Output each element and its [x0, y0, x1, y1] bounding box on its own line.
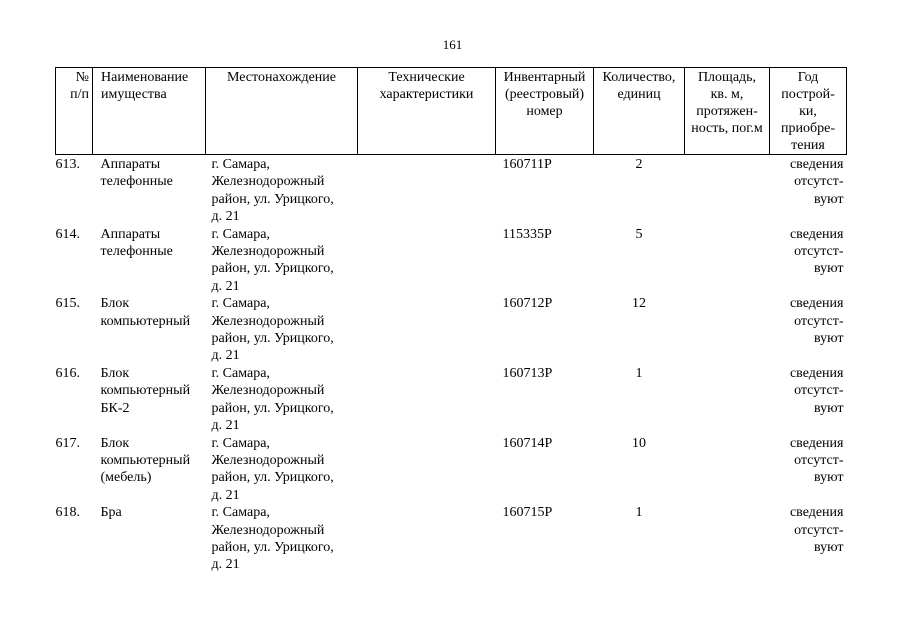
year-built-line: вуют	[813, 400, 844, 416]
location-line: Железнодорожный	[211, 452, 325, 468]
header-tech	[358, 68, 496, 155]
header-area	[685, 68, 770, 155]
header-name	[93, 68, 206, 155]
year-built-line: сведения	[789, 435, 844, 451]
header-area-line: протяжен-	[696, 104, 758, 119]
area-cell	[685, 435, 770, 505]
inventory-number-cell: 160715Р	[502, 505, 553, 521]
location-line: г. Самара,	[211, 435, 270, 451]
location-line: район, ул. Урицкого,	[211, 191, 334, 207]
row-number-cell: 614.	[55, 226, 80, 242]
header-num	[56, 68, 93, 155]
location-cell	[206, 435, 358, 505]
quantity-cell: 1	[635, 365, 643, 381]
header-num-line: №	[75, 70, 89, 85]
table-row	[56, 435, 847, 505]
header-quantity-line: единиц	[617, 87, 661, 102]
location-line: д. 21	[211, 557, 240, 573]
header-tech-line: Технические	[388, 70, 465, 85]
year-built-cell	[770, 435, 847, 505]
header-year-line: ки,	[799, 104, 817, 119]
year-built-line: отсутст-	[794, 452, 844, 468]
property-name-line: Блок	[100, 435, 130, 451]
technical-characteristics-cell	[358, 504, 496, 574]
area-cell	[685, 295, 770, 365]
property-name-cell	[93, 504, 206, 574]
header-name-line: имущества	[101, 87, 167, 102]
location-line: г. Самара,	[211, 296, 270, 312]
header-inventory-line: Инвентарный	[503, 70, 586, 85]
location-cell	[206, 155, 358, 226]
location-line: Железнодорожный	[211, 174, 325, 190]
technical-characteristics-cell	[358, 295, 496, 365]
header-quantity	[594, 68, 685, 155]
location-line: д. 21	[211, 348, 240, 364]
header-year-line: Год	[797, 70, 819, 85]
location-line: д. 21	[211, 418, 240, 434]
table-header	[56, 68, 847, 155]
header-row	[56, 68, 847, 155]
location-line: Железнодорожный	[211, 244, 325, 260]
year-built-line: отсутст-	[794, 383, 844, 399]
header-location	[206, 68, 358, 155]
location-line: г. Самара,	[211, 365, 270, 381]
header-num-line: п/п	[70, 87, 89, 102]
year-built-line: сведения	[789, 157, 844, 172]
header-location-line: Местонахождение	[226, 70, 336, 85]
property-name-line: Блок	[100, 296, 130, 312]
header-name-line: Наименование	[101, 70, 189, 85]
table-row	[56, 504, 847, 574]
quantity-cell: 5	[635, 226, 643, 242]
inventory-number-cell: 160711Р	[502, 157, 552, 172]
header-inventory	[496, 68, 594, 155]
year-built-cell	[770, 226, 847, 296]
header-quantity-line: Количество,	[602, 70, 676, 85]
property-name-line: компьютерный	[100, 313, 191, 329]
year-built-line: отсутст-	[794, 244, 844, 260]
row-number-cell: 616.	[55, 365, 80, 381]
property-name-cell	[93, 295, 206, 365]
technical-characteristics-cell	[358, 365, 496, 435]
inventory-number-cell: 160714Р	[502, 435, 553, 451]
location-line: район, ул. Урицкого,	[211, 539, 334, 555]
property-name-line: Блок	[100, 365, 130, 381]
location-cell	[206, 365, 358, 435]
inventory-number-cell: 160712Р	[502, 296, 553, 312]
header-area-line: Площадь,	[697, 70, 757, 85]
row-number-cell: 618.	[55, 505, 80, 521]
property-name-line: Аппараты	[100, 226, 161, 242]
location-cell	[206, 226, 358, 296]
header-tech-line: характеристики	[379, 87, 474, 102]
quantity-cell: 1	[635, 505, 643, 521]
property-name-line: Бра	[100, 505, 122, 521]
quantity-cell: 10	[632, 435, 646, 451]
year-built-line: вуют	[813, 261, 844, 277]
row-number-cell: 617.	[55, 435, 80, 451]
property-registry-table	[55, 67, 847, 574]
property-name-cell	[93, 155, 206, 226]
year-built-line: сведения	[789, 296, 844, 312]
quantity-cell: 12	[632, 296, 646, 312]
year-built-line: сведения	[789, 226, 844, 242]
header-area-line: ность, пог.м	[691, 121, 763, 136]
year-built-cell	[770, 155, 847, 226]
property-name-line: БК-2	[100, 400, 130, 416]
table-row	[56, 155, 847, 226]
property-name-cell	[93, 226, 206, 296]
year-built-cell	[770, 295, 847, 365]
year-built-line: отсутст-	[794, 174, 844, 190]
row-number-cell: 615.	[55, 296, 80, 312]
row-number-cell: 613.	[55, 157, 80, 172]
location-line: район, ул. Урицкого,	[211, 400, 334, 416]
year-built-line: вуют	[813, 331, 844, 347]
year-built-line: отсутст-	[794, 522, 844, 538]
location-line: г. Самара,	[211, 505, 270, 521]
year-built-cell	[770, 365, 847, 435]
area-cell	[685, 504, 770, 574]
year-built-line: отсутст-	[794, 313, 844, 329]
inventory-number-cell: 115335Р	[502, 226, 552, 242]
header-year-line: тения	[791, 138, 825, 153]
area-cell	[685, 226, 770, 296]
technical-characteristics-cell	[358, 155, 496, 226]
location-line: г. Самара,	[211, 157, 270, 172]
header-inventory-line: номер	[526, 104, 563, 119]
year-built-line: вуют	[813, 191, 844, 207]
quantity-cell: 2	[635, 157, 643, 172]
header-year	[770, 68, 847, 155]
area-cell	[685, 155, 770, 226]
property-name-line: телефонные	[100, 244, 173, 260]
table-row	[56, 226, 847, 296]
page-number: 161	[442, 37, 463, 52]
year-built-line: сведения	[789, 505, 844, 521]
table-row	[56, 365, 847, 435]
property-name-cell	[93, 435, 206, 505]
location-line: район, ул. Урицкого,	[211, 331, 334, 347]
location-line: д. 21	[211, 209, 240, 225]
technical-characteristics-cell	[358, 226, 496, 296]
year-built-line: вуют	[813, 539, 844, 555]
year-built-line: вуют	[813, 470, 844, 486]
area-cell	[685, 365, 770, 435]
location-line: Железнодорожный	[211, 313, 325, 329]
table-body	[56, 155, 847, 574]
inventory-number-cell: 160713Р	[502, 365, 553, 381]
year-built-line: сведения	[789, 365, 844, 381]
property-name-line: (мебель)	[100, 470, 152, 486]
property-name-line: Аппараты	[100, 157, 161, 172]
header-year-line: построй-	[781, 87, 835, 102]
technical-characteristics-cell	[358, 435, 496, 505]
property-name-cell	[93, 365, 206, 435]
location-line: Железнодорожный	[211, 383, 325, 399]
location-line: район, ул. Урицкого,	[211, 261, 334, 277]
property-name-line: компьютерный	[100, 383, 191, 399]
property-name-line: компьютерный	[100, 452, 191, 468]
header-year-line: приобре-	[781, 121, 835, 136]
table-row	[56, 295, 847, 365]
year-built-cell	[770, 504, 847, 574]
location-cell	[206, 295, 358, 365]
location-line: Железнодорожный	[211, 522, 325, 538]
property-name-line: телефонные	[100, 174, 173, 190]
location-line: г. Самара,	[211, 226, 270, 242]
header-inventory-line: (реестровый)	[504, 87, 585, 102]
location-cell	[206, 504, 358, 574]
location-line: д. 21	[211, 487, 240, 503]
location-line: д. 21	[211, 278, 240, 294]
header-area-line: кв. м,	[710, 87, 744, 102]
location-line: район, ул. Урицкого,	[211, 470, 334, 486]
